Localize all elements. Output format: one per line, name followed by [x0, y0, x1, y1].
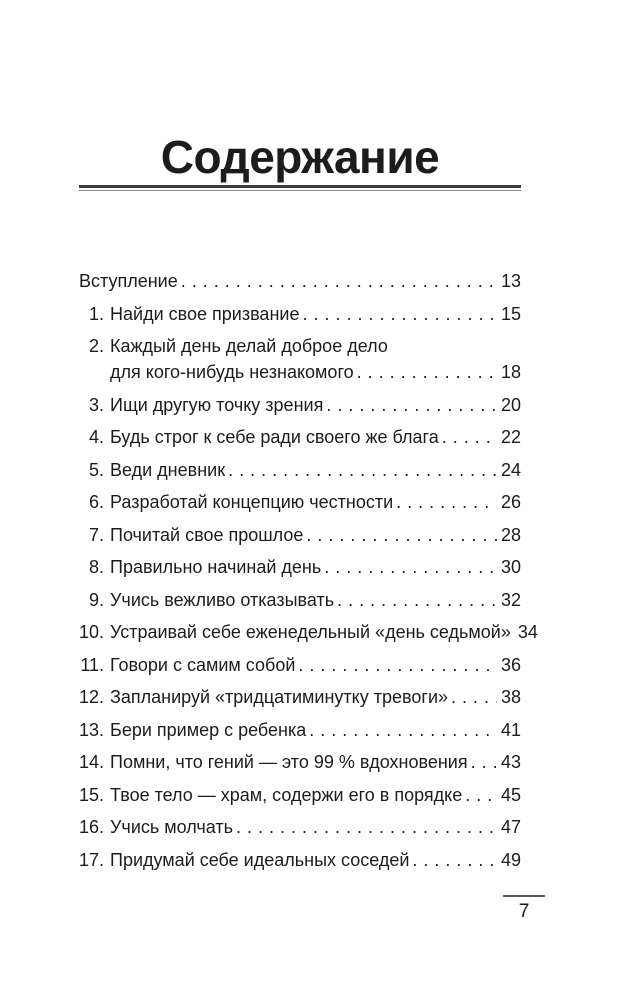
toc-entry-page: 47 — [500, 817, 521, 837]
toc-entry-page: 13 — [500, 271, 521, 291]
toc-entry-label: Говори с самим собой — [110, 654, 296, 675]
toc-entry-page: 38 — [500, 687, 521, 707]
toc-row — [79, 717, 521, 743]
toc-entry-page: 30 — [500, 557, 521, 577]
page-number: 7 — [518, 901, 530, 922]
title-divider — [79, 185, 521, 191]
toc-row — [79, 301, 521, 327]
toc-entry-label: Найди свое призвание — [110, 303, 300, 324]
toc-row — [79, 392, 521, 418]
toc-entry-page: 45 — [500, 784, 521, 805]
toc-dot-leader — [302, 301, 497, 327]
toc-dot-leader — [236, 814, 497, 840]
toc-entry-number: 16. — [79, 817, 105, 837]
toc-entry — [79, 749, 521, 775]
page-title: Содержание — [160, 131, 440, 183]
toc-entry-page: 36 — [500, 654, 521, 675]
toc-entry-label: Веди дневник — [110, 459, 226, 480]
toc-entry-label: Придумай себе идеальных соседей — [110, 849, 410, 870]
toc-row — [79, 587, 521, 613]
toc-dot-leader — [228, 457, 497, 483]
toc-entry-number: 17. — [79, 849, 105, 870]
toc-row — [79, 782, 521, 808]
toc-dot-leader — [306, 522, 497, 548]
toc-entry-number: 4. — [88, 427, 104, 447]
toc-entry-label: Ищи другую точку зрения — [110, 394, 324, 415]
footer-divider — [503, 895, 545, 897]
toc-dot-leader — [442, 424, 497, 450]
toc-entry-number: 14. — [79, 752, 105, 772]
toc-entry-number: 12. — [79, 687, 105, 707]
toc-entry — [79, 587, 521, 613]
toc-entry — [79, 554, 521, 580]
toc-entry-label: Каждый день делай доброе дело — [110, 336, 388, 356]
toc-entry-page: 24 — [500, 459, 521, 480]
toc-entry-page: 43 — [500, 752, 521, 772]
toc-entry-label: для кого-нибудь незнакомого — [110, 362, 354, 382]
toc-row — [79, 424, 521, 450]
toc-entry-label: Почитай свое прошлое — [110, 524, 304, 545]
toc-entry — [79, 814, 521, 840]
toc-entry-label: Разработай концепцию честности — [110, 492, 394, 512]
toc-entry-page: 28 — [500, 524, 521, 545]
toc-entry-number: 7. — [88, 524, 104, 545]
toc-dot-leader — [451, 684, 497, 710]
toc-entry — [79, 522, 521, 548]
toc-entry-label: Учись молчать — [110, 817, 233, 837]
toc-dot-leader — [357, 359, 497, 385]
toc-entry — [79, 424, 521, 450]
toc-entry-label: Твое тело — храм, содержи его в порядке — [110, 784, 463, 805]
toc-entry-label: Будь строг к себе ради своего же блага — [110, 427, 439, 447]
toc-entry-label: Вступление — [79, 271, 178, 291]
toc-entry-page: 49 — [500, 849, 521, 870]
toc-entry-page: 32 — [500, 589, 521, 610]
toc-dot-leader — [181, 268, 497, 294]
toc-row — [79, 359, 521, 385]
toc-entry — [79, 457, 521, 483]
toc-entry-number: 9. — [88, 589, 104, 610]
toc-entry — [79, 652, 521, 678]
toc-dot-leader — [471, 749, 497, 775]
toc-entry-page: 41 — [500, 719, 521, 740]
toc-entry-page: 26 — [500, 492, 521, 512]
toc-row — [79, 489, 521, 515]
toc-entry — [79, 392, 521, 418]
toc-entry — [79, 684, 521, 710]
toc-row — [79, 814, 521, 840]
content-column — [79, 0, 538, 879]
toc-entry-number: 6. — [88, 492, 104, 512]
toc-entry-label: Бери пример с ребенка — [110, 719, 307, 740]
toc-row — [79, 749, 521, 775]
toc-list — [79, 268, 538, 873]
toc-entry-number: 3. — [88, 394, 104, 415]
toc-dot-leader — [326, 392, 497, 418]
toc-row — [79, 522, 521, 548]
toc-entry — [79, 301, 521, 327]
toc-entry-page: 20 — [500, 394, 521, 415]
toc-entry — [79, 782, 521, 808]
toc-entry-page: 15 — [500, 303, 521, 324]
toc-dot-leader — [465, 782, 497, 808]
toc-entry-label: Запланируй «тридцатиминутку тревоги» — [110, 687, 449, 707]
toc-entry-number: 5. — [88, 459, 104, 480]
toc-entry-label: Учись вежливо отказывать — [110, 589, 335, 610]
toc-entry-number: 10. — [79, 622, 105, 642]
toc-row — [79, 652, 521, 678]
toc-entry — [79, 717, 521, 743]
toc-row — [79, 619, 538, 645]
toc-entry-number: 1. — [88, 303, 104, 324]
toc-row — [79, 268, 521, 294]
toc-row — [79, 554, 521, 580]
toc-entry — [79, 489, 521, 515]
toc-entry-page: 34 — [517, 622, 538, 642]
toc-row — [79, 457, 521, 483]
toc-row — [79, 333, 521, 359]
toc-entry-page: 22 — [500, 427, 521, 447]
toc-entry-number: 13. — [79, 719, 105, 740]
toc-dot-leader — [324, 554, 497, 580]
toc-dot-leader — [337, 587, 497, 613]
toc-entry — [79, 268, 521, 294]
toc-entry-number: 2. — [88, 336, 104, 356]
toc-row — [79, 684, 521, 710]
toc-entry — [79, 333, 521, 385]
toc-entry-number: 15. — [79, 784, 105, 805]
toc-row — [79, 847, 521, 873]
toc-entry-label: Правильно начинай день — [110, 557, 322, 577]
toc-dot-leader — [412, 847, 497, 873]
toc-dot-leader — [298, 652, 497, 678]
toc-entry-label: Устраивай себе еженедельный «день седьмой» — [110, 622, 511, 642]
toc-entry-page: 18 — [500, 362, 521, 382]
toc-entry — [79, 847, 521, 873]
toc-dot-leader — [309, 717, 497, 743]
toc-entry-number: 8. — [88, 557, 104, 577]
toc-dot-leader — [396, 489, 497, 515]
toc-entry-label: Помни, что гений — это 99 % вдохновения — [110, 752, 468, 772]
toc-entry — [79, 619, 538, 645]
toc-entry-number: 11. — [80, 654, 104, 675]
